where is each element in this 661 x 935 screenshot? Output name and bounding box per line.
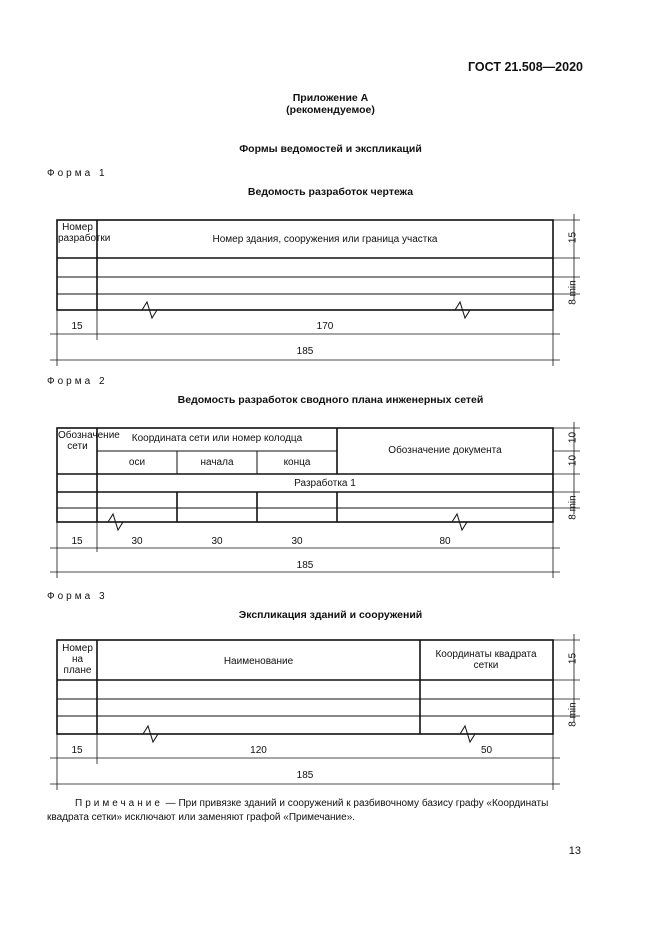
appendix-subtitle: (рекомендуемое) [286, 104, 375, 116]
note-text: — При привязке зданий и сооружений к разбивочному базису графу «Координаты квадрата сетки» исключают или заменяют графой «Примечание». [47, 798, 549, 823]
form2-dim-total: 185 [296, 560, 314, 571]
form3-dim-total: 185 [296, 770, 314, 781]
form2-sub-end: конца [283, 457, 311, 468]
form3-col-grid: Координаты квадрата сетки [435, 649, 537, 671]
form1-title: Ведомость разработок чертежа [247, 186, 414, 198]
form2-sub-axis: оси [128, 457, 146, 468]
form2-dim-c3: 30 [211, 536, 223, 547]
form2-dim-c5: 80 [439, 536, 451, 547]
form2-dim-h3: 8 min [567, 495, 579, 520]
form2-row-label: Разработка 1 [294, 478, 356, 489]
form2-dim-c4: 30 [291, 536, 303, 547]
form2-col-network: Обозначение сети [58, 430, 120, 452]
form1-label: Форма 1 [47, 168, 108, 179]
form1-dim-c1: 15 [71, 321, 83, 332]
form3-dim-h2: 8 min [567, 702, 579, 727]
form2-col-coord-group: Координата сети или номер колодца [131, 433, 303, 444]
form3-dim-c1: 15 [71, 745, 83, 756]
form2-dim-c1: 15 [71, 536, 83, 547]
form2-sub-start: начала [200, 457, 234, 468]
standard-number: ГОСТ 21.508—2020 [467, 60, 583, 74]
form2-dim-c2: 30 [131, 536, 143, 547]
form3-label: Форма 3 [47, 591, 108, 602]
form1-col-building: Номер здания, сооружения или граница участка [212, 234, 438, 245]
form1-dim-total: 185 [296, 346, 314, 357]
appendix-title: Приложение А [292, 92, 369, 104]
note [47, 797, 592, 825]
form2-title: Ведомость разработок сводного плана инженерных сетей [177, 394, 484, 406]
form2-dim-h1: 10 [567, 431, 579, 444]
form1-dim-h1: 15 [567, 231, 579, 244]
form2-dim-h2: 10 [567, 454, 579, 467]
form3-col-number: Номер на плане [62, 643, 93, 676]
note-label: Примечание [75, 798, 163, 809]
form2-label: Форма 2 [47, 376, 108, 387]
form3-col-name: Наименование [223, 656, 294, 667]
page-number: 13 [568, 845, 581, 857]
section-title: Формы ведомостей и экспликаций [239, 143, 422, 155]
form2-col-document: Обозначение документа [388, 445, 502, 456]
form1-dim-h2: 8 min [567, 280, 579, 305]
form3-dim-h1: 15 [567, 652, 579, 665]
form1-col-number: Номер разработки [58, 222, 111, 244]
form3-dim-c2: 120 [250, 745, 267, 756]
form1-dim-c2: 170 [316, 321, 334, 332]
form3-dim-c3: 50 [480, 745, 493, 756]
form3-title: Экспликация зданий и сооружений [238, 609, 423, 621]
